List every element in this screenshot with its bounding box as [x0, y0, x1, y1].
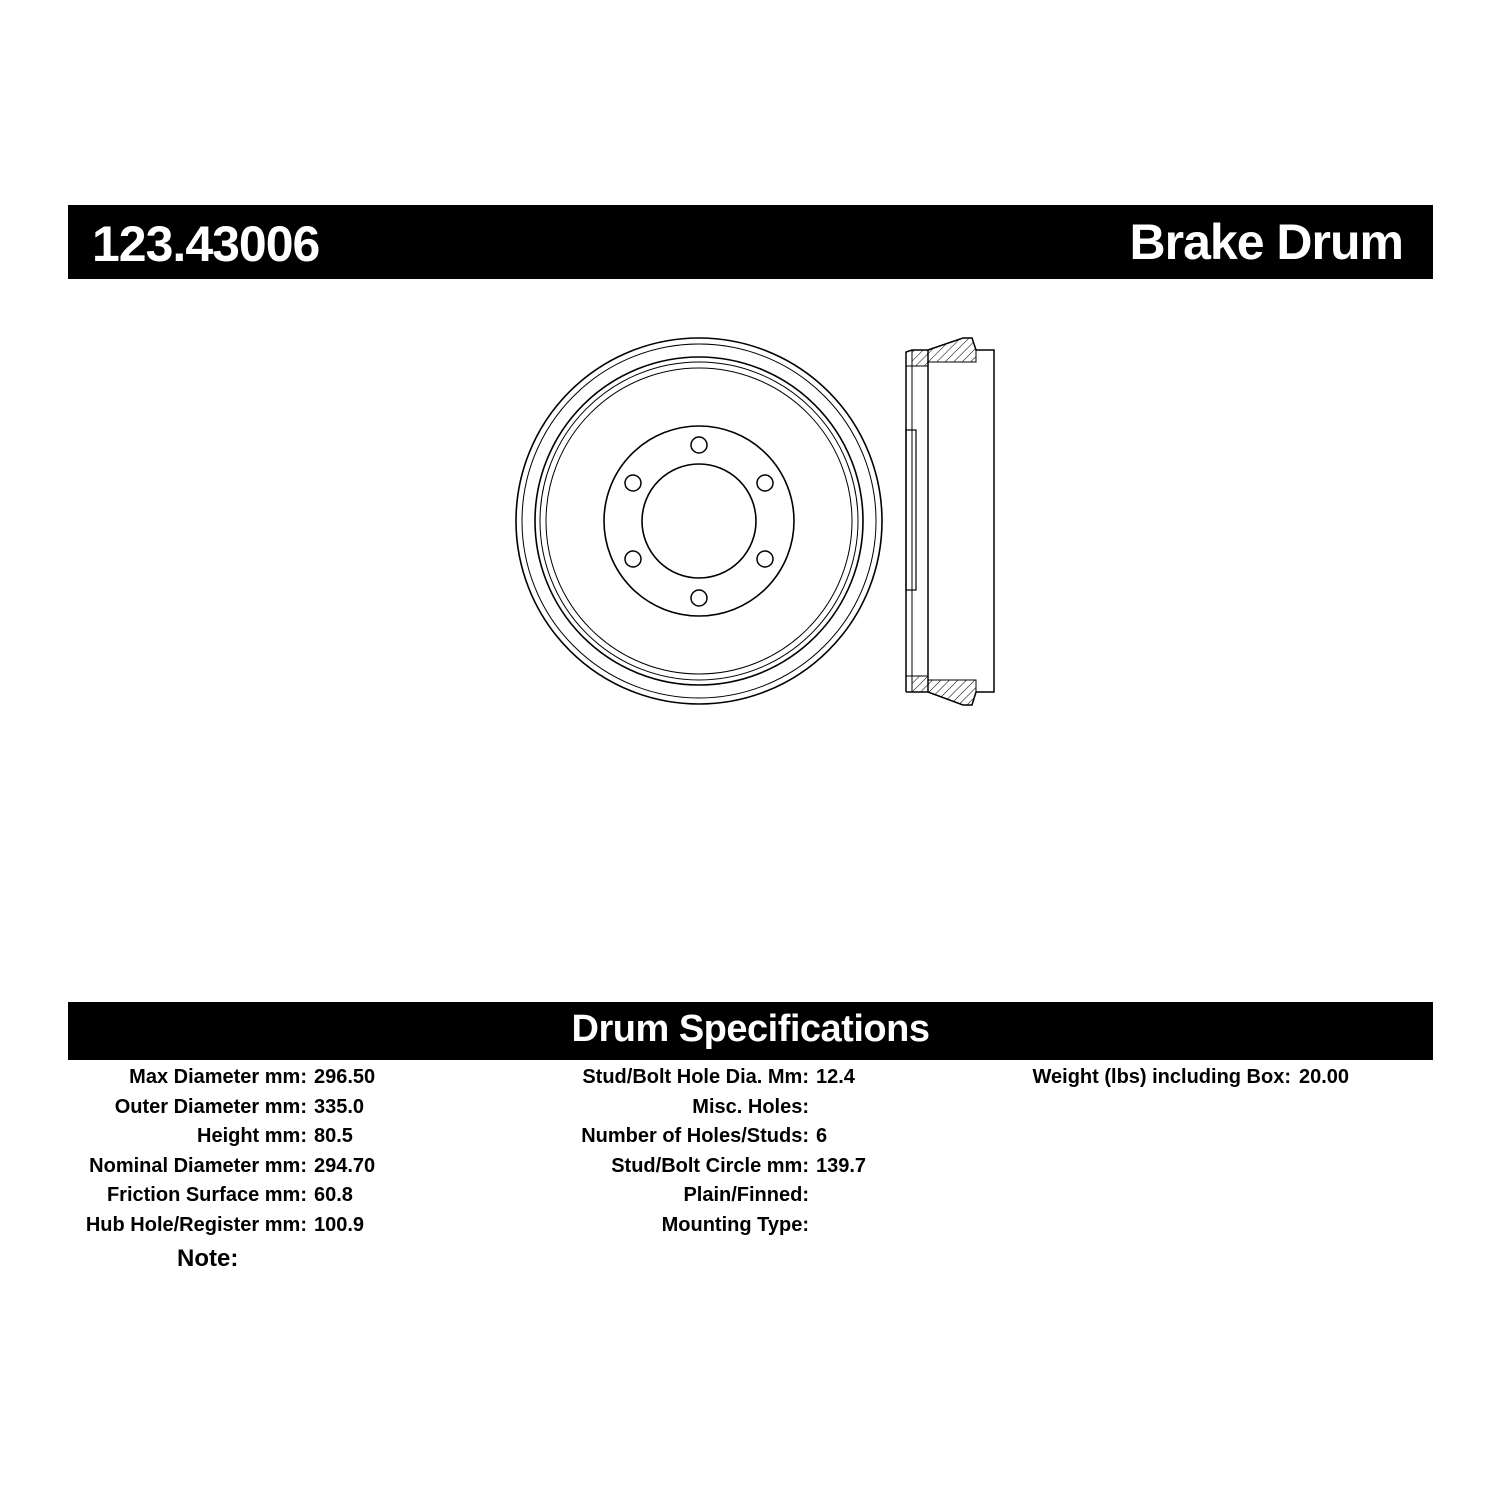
spec-label: Max Diameter mm: [129, 1066, 307, 1088]
specifications-bar [68, 1002, 1433, 1060]
spec-label: Height mm: [197, 1125, 307, 1148]
spec-label: Nominal Diameter mm: [89, 1154, 307, 1177]
front-view [516, 338, 882, 704]
spec-value: 20.00 [1299, 1066, 1350, 1088]
specifications-title: Drum Specifications [571, 1008, 930, 1050]
spec-value: 60.8 [314, 1184, 353, 1207]
spec-label: Friction Surface mm: [106, 1184, 307, 1207]
spec-value: 296.50 [314, 1066, 376, 1088]
product-type: Brake Drum [1129, 214, 1403, 270]
spec-label: Plain/Finned: [683, 1184, 809, 1207]
spec-label: Stud/Bolt Hole Dia. Mm: [582, 1066, 809, 1088]
spec-value: 12.4 [816, 1066, 855, 1088]
spec-value: 139.7 [816, 1154, 867, 1177]
spec-value: 80.5 [314, 1125, 353, 1148]
spec-row-bolt-circle [0, 1153, 867, 1183]
side-view [906, 338, 994, 705]
part-number: 123.43006 [92, 216, 320, 272]
spec-label: Outer Diameter mm: [114, 1095, 307, 1118]
spec-row-misc-holes [0, 1094, 809, 1124]
spec-label: Number of Holes/Studs: [581, 1125, 809, 1148]
spec-value: 335.0 [314, 1095, 365, 1118]
spec-label: Misc. Holes: [692, 1095, 809, 1118]
stud-holes [625, 437, 773, 606]
spec-label: Mounting Type: [661, 1213, 809, 1236]
spec-value: 6 [816, 1125, 828, 1148]
note-label: Note: [177, 1245, 239, 1272]
brake-drum-drawing [500, 320, 1020, 720]
spec-value: 100.9 [314, 1213, 365, 1236]
spec-row-number-of-holes [0, 1123, 828, 1153]
spec-row-weight [0, 1064, 1350, 1094]
title-bar [68, 205, 1433, 279]
spec-row-plain-finned [0, 1182, 809, 1212]
spec-label: Weight (lbs) including Box: [1032, 1066, 1291, 1088]
spec-column-weight [0, 1064, 1350, 1094]
spec-label: Stud/Bolt Circle mm: [611, 1154, 809, 1177]
spec-value: 294.70 [314, 1154, 376, 1177]
spec-row-mounting-type [0, 1212, 809, 1242]
spec-label: Hub Hole/Register mm: [85, 1213, 307, 1236]
